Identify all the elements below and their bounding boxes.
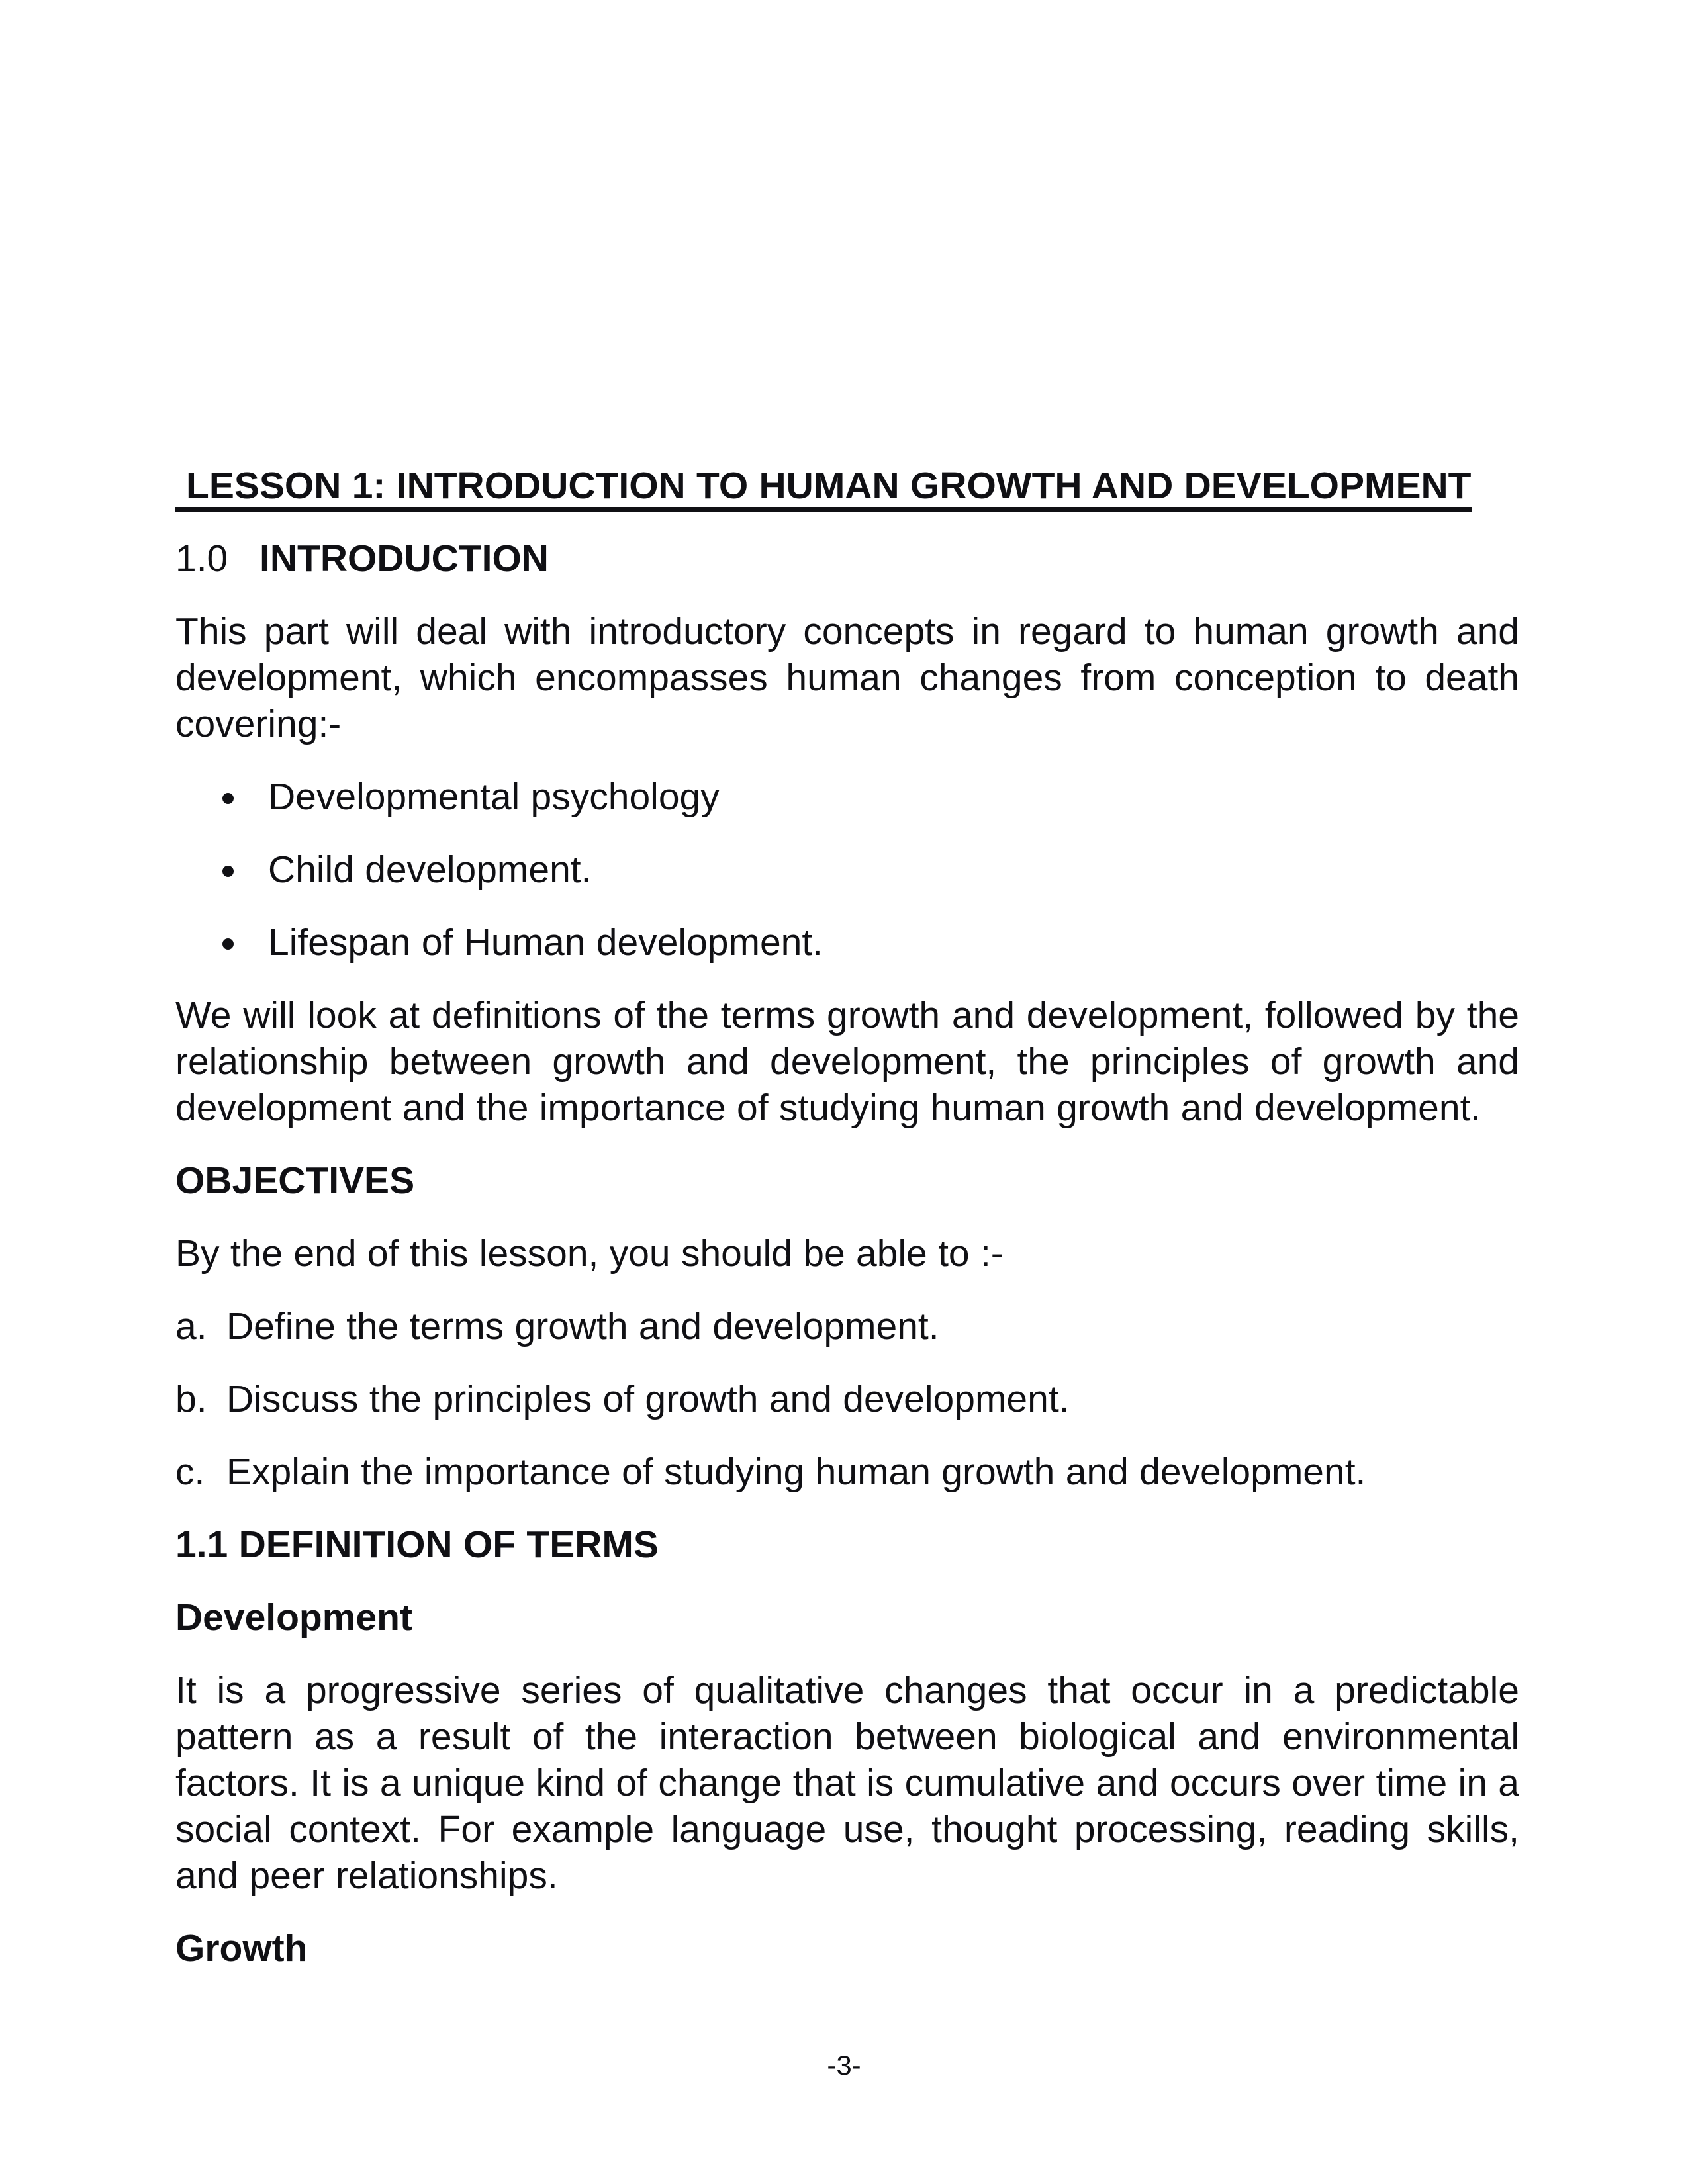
intro-paragraph: This part will deal with introductory concepts in regard to human growth and development, which encompasses human changes from conception to death covering:-	[175, 610, 1519, 745]
coverage-bullet-list	[175, 774, 1519, 966]
objective-marker: b.	[175, 1378, 207, 1420]
objectives-heading: OBJECTIVES	[175, 1160, 415, 1202]
objective-text: Discuss the principles of growth and development.	[226, 1378, 1070, 1420]
development-heading: Development	[175, 1596, 412, 1639]
bullet-icon	[222, 938, 234, 950]
bullet-icon	[222, 793, 234, 804]
section-heading-text: INTRODUCTION	[259, 537, 549, 580]
objective-text: Define the terms growth and development.	[226, 1305, 939, 1347]
page-number: -3-	[827, 2050, 861, 2081]
overview-paragraph: We will look at definitions of the terms growth and development, followed by the relationship between growth and development, the principles of growth and development and the importance of studying human growth and development.	[175, 994, 1519, 1129]
development-paragraph: It is a progressive series of qualitative changes that occur in a predictable pattern as a result of the interaction between biological and environmental factors. It is a unique kind of change that is cumulative and occurs over time in a social context. For example language use, thought processing, reading skills, and peer relationships.	[175, 1669, 1519, 1897]
bullet-text: Lifespan of Human development.	[268, 921, 823, 964]
bullet-text: Child development.	[268, 848, 592, 891]
list-item	[175, 774, 1519, 820]
objective-text: Explain the importance of studying human growth and development.	[226, 1451, 1366, 1493]
lesson-title	[175, 463, 1519, 509]
list-item	[175, 846, 1519, 893]
bullet-icon	[222, 866, 234, 877]
objectives-lead-in: By the end of this lesson, you should be able to :-	[175, 1232, 1004, 1275]
list-item	[175, 1449, 1519, 1495]
objective-marker: a.	[175, 1305, 207, 1347]
bullet-text: Developmental psychology	[268, 776, 720, 818]
lesson-title-text: LESSON 1: INTRODUCTION TO HUMAN GROWTH AND DEVELOPMENT	[175, 465, 1472, 512]
objective-marker: c.	[175, 1451, 205, 1493]
definition-of-terms-heading: 1.1 DEFINITION OF TERMS	[175, 1524, 659, 1566]
list-item	[175, 1303, 1519, 1349]
list-item	[175, 1376, 1519, 1422]
objectives-list	[175, 1303, 1519, 1495]
section-heading-1-0	[175, 535, 1519, 582]
list-item	[175, 919, 1519, 966]
growth-heading: Growth	[175, 1927, 308, 1970]
section-number: 1.0	[175, 537, 228, 580]
